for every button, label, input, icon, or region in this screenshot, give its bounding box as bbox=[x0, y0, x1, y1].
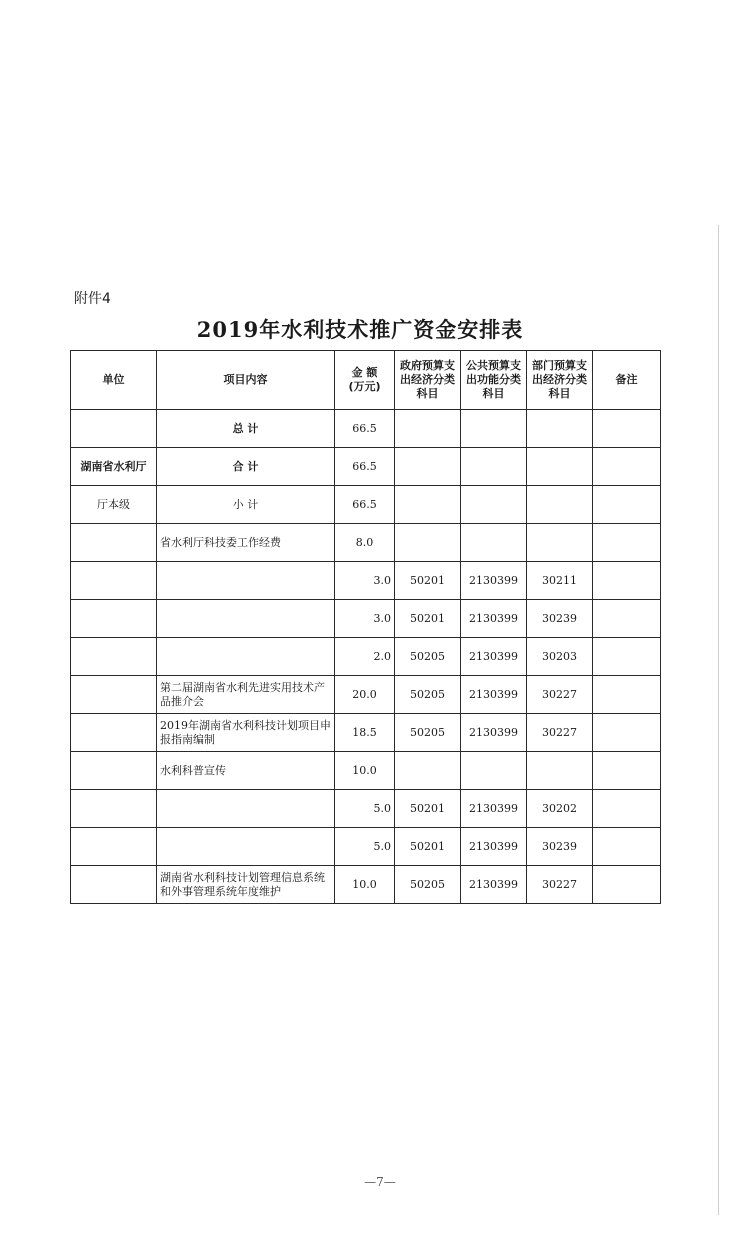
cell-gov-econ bbox=[395, 410, 461, 448]
cell-gov-econ: 50205 bbox=[395, 714, 461, 752]
header-unit: 单位 bbox=[71, 351, 157, 410]
cell-amount: 20.0 bbox=[335, 676, 395, 714]
cell-func bbox=[461, 410, 527, 448]
cell-project bbox=[157, 638, 335, 676]
cell-dept bbox=[527, 752, 593, 790]
cell-unit bbox=[71, 562, 157, 600]
cell-unit: 厅本级 bbox=[71, 486, 157, 524]
cell-gov-econ bbox=[395, 486, 461, 524]
table-row bbox=[71, 524, 661, 562]
table-header-row bbox=[71, 351, 661, 410]
cell-note bbox=[593, 410, 661, 448]
cell-note bbox=[593, 486, 661, 524]
cell-unit: 湖南省水利厅 bbox=[71, 448, 157, 486]
cell-gov-econ bbox=[395, 524, 461, 562]
cell-amount: 8.0 bbox=[335, 524, 395, 562]
cell-project: 省水利厅科技委工作经费 bbox=[157, 524, 335, 562]
cell-amount: 10.0 bbox=[335, 866, 395, 904]
cell-unit bbox=[71, 828, 157, 866]
cell-dept: 30227 bbox=[527, 866, 593, 904]
cell-amount: 10.0 bbox=[335, 752, 395, 790]
cell-amount: 66.5 bbox=[335, 448, 395, 486]
cell-unit bbox=[71, 866, 157, 904]
funding-table bbox=[70, 350, 661, 904]
table-row bbox=[71, 486, 661, 524]
cell-func: 2130399 bbox=[461, 790, 527, 828]
cell-note bbox=[593, 752, 661, 790]
cell-project: 第二届湖南省水利先进实用技术产品推介会 bbox=[157, 676, 335, 714]
cell-gov-econ bbox=[395, 448, 461, 486]
cell-project: 总 计 bbox=[157, 410, 335, 448]
cell-gov-econ: 50201 bbox=[395, 600, 461, 638]
cell-amount: 3.0 bbox=[335, 600, 395, 638]
cell-func: 2130399 bbox=[461, 676, 527, 714]
cell-amount: 2.0 bbox=[335, 638, 395, 676]
cell-amount: 5.0 bbox=[335, 828, 395, 866]
cell-unit bbox=[71, 676, 157, 714]
cell-gov-econ: 50201 bbox=[395, 828, 461, 866]
cell-func: 2130399 bbox=[461, 638, 527, 676]
cell-func: 2130399 bbox=[461, 866, 527, 904]
cell-gov-econ bbox=[395, 752, 461, 790]
cell-func bbox=[461, 486, 527, 524]
cell-unit bbox=[71, 714, 157, 752]
cell-func bbox=[461, 448, 527, 486]
cell-note bbox=[593, 638, 661, 676]
cell-dept: 30227 bbox=[527, 676, 593, 714]
cell-func: 2130399 bbox=[461, 562, 527, 600]
cell-dept bbox=[527, 486, 593, 524]
cell-dept: 30203 bbox=[527, 638, 593, 676]
cell-note bbox=[593, 562, 661, 600]
cell-amount: 3.0 bbox=[335, 562, 395, 600]
document-title: 2019年水利技术推广资金安排表 bbox=[196, 317, 524, 342]
header-gov-econ: 政府预算支出经济分类科目 bbox=[395, 351, 461, 410]
header-public-func: 公共预算支出功能分类科目 bbox=[461, 351, 527, 410]
table-row bbox=[71, 866, 661, 904]
cell-project bbox=[157, 562, 335, 600]
cell-unit bbox=[71, 752, 157, 790]
cell-dept: 30239 bbox=[527, 828, 593, 866]
cell-unit bbox=[71, 638, 157, 676]
table-row bbox=[71, 828, 661, 866]
table-row bbox=[71, 676, 661, 714]
cell-project: 2019年湖南省水利科技计划项目申报指南编制 bbox=[157, 714, 335, 752]
header-remarks: 备注 bbox=[593, 351, 661, 410]
cell-amount: 18.5 bbox=[335, 714, 395, 752]
cell-unit bbox=[71, 524, 157, 562]
cell-func bbox=[461, 524, 527, 562]
page-edge-line bbox=[718, 225, 719, 1215]
cell-note bbox=[593, 524, 661, 562]
cell-gov-econ: 50201 bbox=[395, 790, 461, 828]
cell-amount: 66.5 bbox=[335, 410, 395, 448]
cell-project bbox=[157, 828, 335, 866]
cell-func: 2130399 bbox=[461, 600, 527, 638]
cell-gov-econ: 50205 bbox=[395, 866, 461, 904]
header-project: 项目内容 bbox=[157, 351, 335, 410]
table-row bbox=[71, 638, 661, 676]
table-row bbox=[71, 448, 661, 486]
cell-amount: 5.0 bbox=[335, 790, 395, 828]
cell-unit bbox=[71, 410, 157, 448]
cell-dept bbox=[527, 410, 593, 448]
cell-amount: 66.5 bbox=[335, 486, 395, 524]
header-dept-econ: 部门预算支出经济分类科目 bbox=[527, 351, 593, 410]
cell-func: 2130399 bbox=[461, 828, 527, 866]
cell-func bbox=[461, 752, 527, 790]
table-row bbox=[71, 714, 661, 752]
cell-dept: 30239 bbox=[527, 600, 593, 638]
cell-note bbox=[593, 714, 661, 752]
cell-gov-econ: 50201 bbox=[395, 562, 461, 600]
cell-note bbox=[593, 866, 661, 904]
cell-dept bbox=[527, 448, 593, 486]
cell-project bbox=[157, 790, 335, 828]
cell-note bbox=[593, 828, 661, 866]
cell-note bbox=[593, 676, 661, 714]
cell-project: 湖南省水利科技计划管理信息系统和外事管理系统年度维护 bbox=[157, 866, 335, 904]
cell-gov-econ: 50205 bbox=[395, 676, 461, 714]
cell-note bbox=[593, 600, 661, 638]
cell-func: 2130399 bbox=[461, 714, 527, 752]
cell-dept: 30211 bbox=[527, 562, 593, 600]
cell-project bbox=[157, 600, 335, 638]
table-row bbox=[71, 790, 661, 828]
cell-project: 小 计 bbox=[157, 486, 335, 524]
table-row bbox=[71, 410, 661, 448]
table-row bbox=[71, 562, 661, 600]
table-row bbox=[71, 600, 661, 638]
cell-dept: 30202 bbox=[527, 790, 593, 828]
page-number: —7— bbox=[364, 1175, 396, 1189]
cell-unit bbox=[71, 790, 157, 828]
cell-project: 水利科普宣传 bbox=[157, 752, 335, 790]
cell-unit bbox=[71, 600, 157, 638]
cell-dept: 30227 bbox=[527, 714, 593, 752]
cell-dept bbox=[527, 524, 593, 562]
cell-note bbox=[593, 790, 661, 828]
table-row bbox=[71, 752, 661, 790]
cell-project: 合 计 bbox=[157, 448, 335, 486]
cell-gov-econ: 50205 bbox=[395, 638, 461, 676]
cell-note bbox=[593, 448, 661, 486]
attachment-label: 附件4 bbox=[74, 291, 111, 307]
header-amount: 金 额 (万元) bbox=[335, 351, 395, 410]
